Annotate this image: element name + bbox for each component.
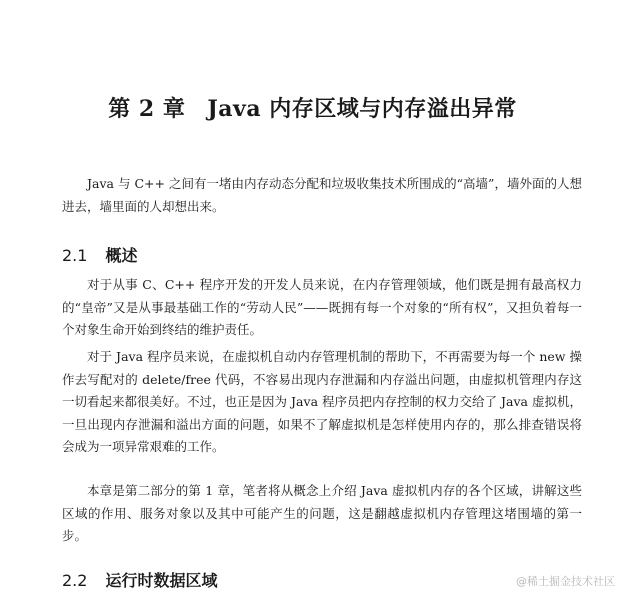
section-number: 2.2 [62,571,88,590]
section-heading-2-1 [62,243,137,266]
watermark-text: @稀土掘金技术社区 [516,575,615,588]
overview-paragraph-3: 本章是第二部分的第 1 章，笔者将从概念上介绍 Java 虚拟机内存的各个区域，讲解这些区域的作用、服务对象以及其中可能产生的问题，这是翻越虚拟机内存管理这堵围墙的第一步。 [62,483,582,543]
chapter-title-text: Java 内存区域与内存溢出异常 [207,96,517,122]
chapter-number: 第 2 章 [108,96,186,122]
overview-paragraph-2: 对于 Java 程序员来说，在虚拟机自动内存管理机制的帮助下，不再需要为每一个 new 操作去写配对的 delete/free 代码，不容易出现内存泄漏和内存溢出问题，由虚拟机管理内存这一切看起来都很美好。不过，也正是因为 Java 程序员把内存控制的权力交给了 Java 虚拟机，一旦出现内存泄漏和溢出方面的问题，如果不了解虚拟机是怎样使用内存的，那么排查错误将会成为一项异常艰难的工作。 [62,349,582,454]
chapter-title [0,92,625,123]
overview-paragraph-1: 对于从事 C、C++ 程序开发的开发人员来说，在内存管理领域，他们既是拥有最高权力的“皇帝”又是从事最基础工作的“劳动人民”——既拥有每一个对象的“所有权”，又担负着每一个对象生命开始到终结的维护责任。 [62,277,582,337]
section-heading-2-2 [62,568,217,591]
section-number: 2.1 [62,246,88,265]
section-title: 运行时数据区域 [105,571,218,590]
intro-paragraph: Java 与 C++ 之间有一堵由内存动态分配和垃圾收集技术所围成的“高墙”，墙外面的人想进去，墙里面的人却想出来。 [62,176,582,214]
section-title: 概述 [105,246,138,265]
